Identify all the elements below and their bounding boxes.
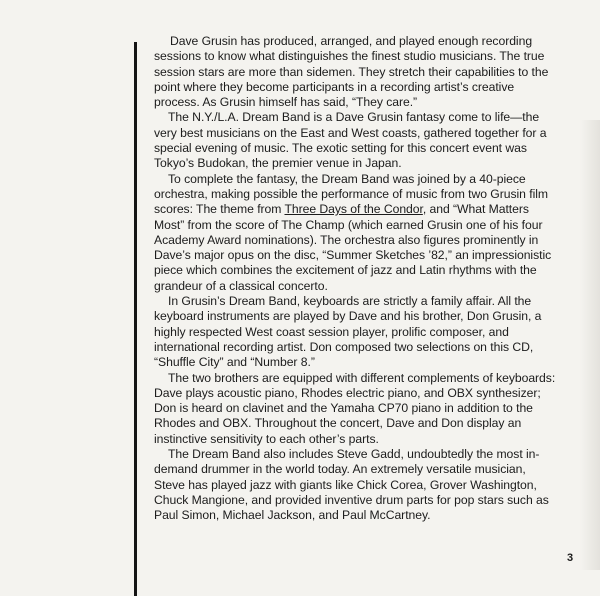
paragraph-steve-gadd: The Dream Band also includes Steve Gadd, undoubtedly the most in-demand drummer in the world today. An extremely versatile musician, Steve has played jazz with giants like Chick Corea, Grover Washington, Chuck Mangione, and provided inventive drum parts for pop stars such as Paul Simon, Michael Jackson, and Paul McCartney. [154, 447, 549, 523]
film-title-underlined: Three Days of the Condor [284, 202, 423, 217]
paragraph-dream-band: The N.Y./L.A. Dream Band is a Dave Grusin fantasy come to life—the very best musicians on the East and West coasts, gathered together for a special evening of music. The exotic setting for this concert event was Tokyo’s Budokan, the premier venue in Japan. [154, 110, 547, 171]
paragraph-intro: Dave Grusin has produced, arranged, and played enough recording sessions to know what distinguishes the finest studio musicians. The true session stars are more than sidemen. They stretch their capabilities to the point where they become participants in a recording artist’s creative process. As Grusin himself has said, “They care.” [154, 34, 549, 110]
paragraph-orchestra [154, 172, 556, 294]
paragraph-orchestra-start: To complete the fantasy, the Dream Band was joined by a 40-piece orchestra, making possible the performance of music from two Grusin film scores: The theme from [154, 171, 548, 217]
vertical-rule [134, 42, 137, 596]
liner-notes-text [154, 34, 556, 524]
paragraph-keyboards: In Grusin’s Dream Band, keyboards are strictly a family affair. All the keyboard instruments are played by Dave and his brother, Don Grusin, a highly respected West coast session player, prolific composer, and international recording artist. Don composed two selections on this CD, “Shuffle City” and “Number 8.” [154, 294, 542, 370]
paragraph-orchestra-end: , and “What Matters Most” from the score of The Champ (which earned Grusin one of his four Academy Award nominations). The orchestra also figures prominently in Dave’s major opus on the disc, “Summer Sketches ’82,” an impressionistic piece which combines the excitement of jazz and Latin rhythms with the grandeur of a classical concerto. [154, 202, 552, 293]
paragraph-brothers: The two brothers are equipped with different complements of keyboards: Dave plays acoustic piano, Rhodes electric piano, and OBX synthesizer; Don is heard on clavinet and the Yamaha CP70 piano in addition to the Rhodes and OBX. Throughout the concert, Dave and Don display an instinctive sensitivity to each other’s parts. [154, 370, 556, 446]
page-number: 3 [567, 552, 574, 564]
page-edge-shadow [580, 120, 600, 570]
